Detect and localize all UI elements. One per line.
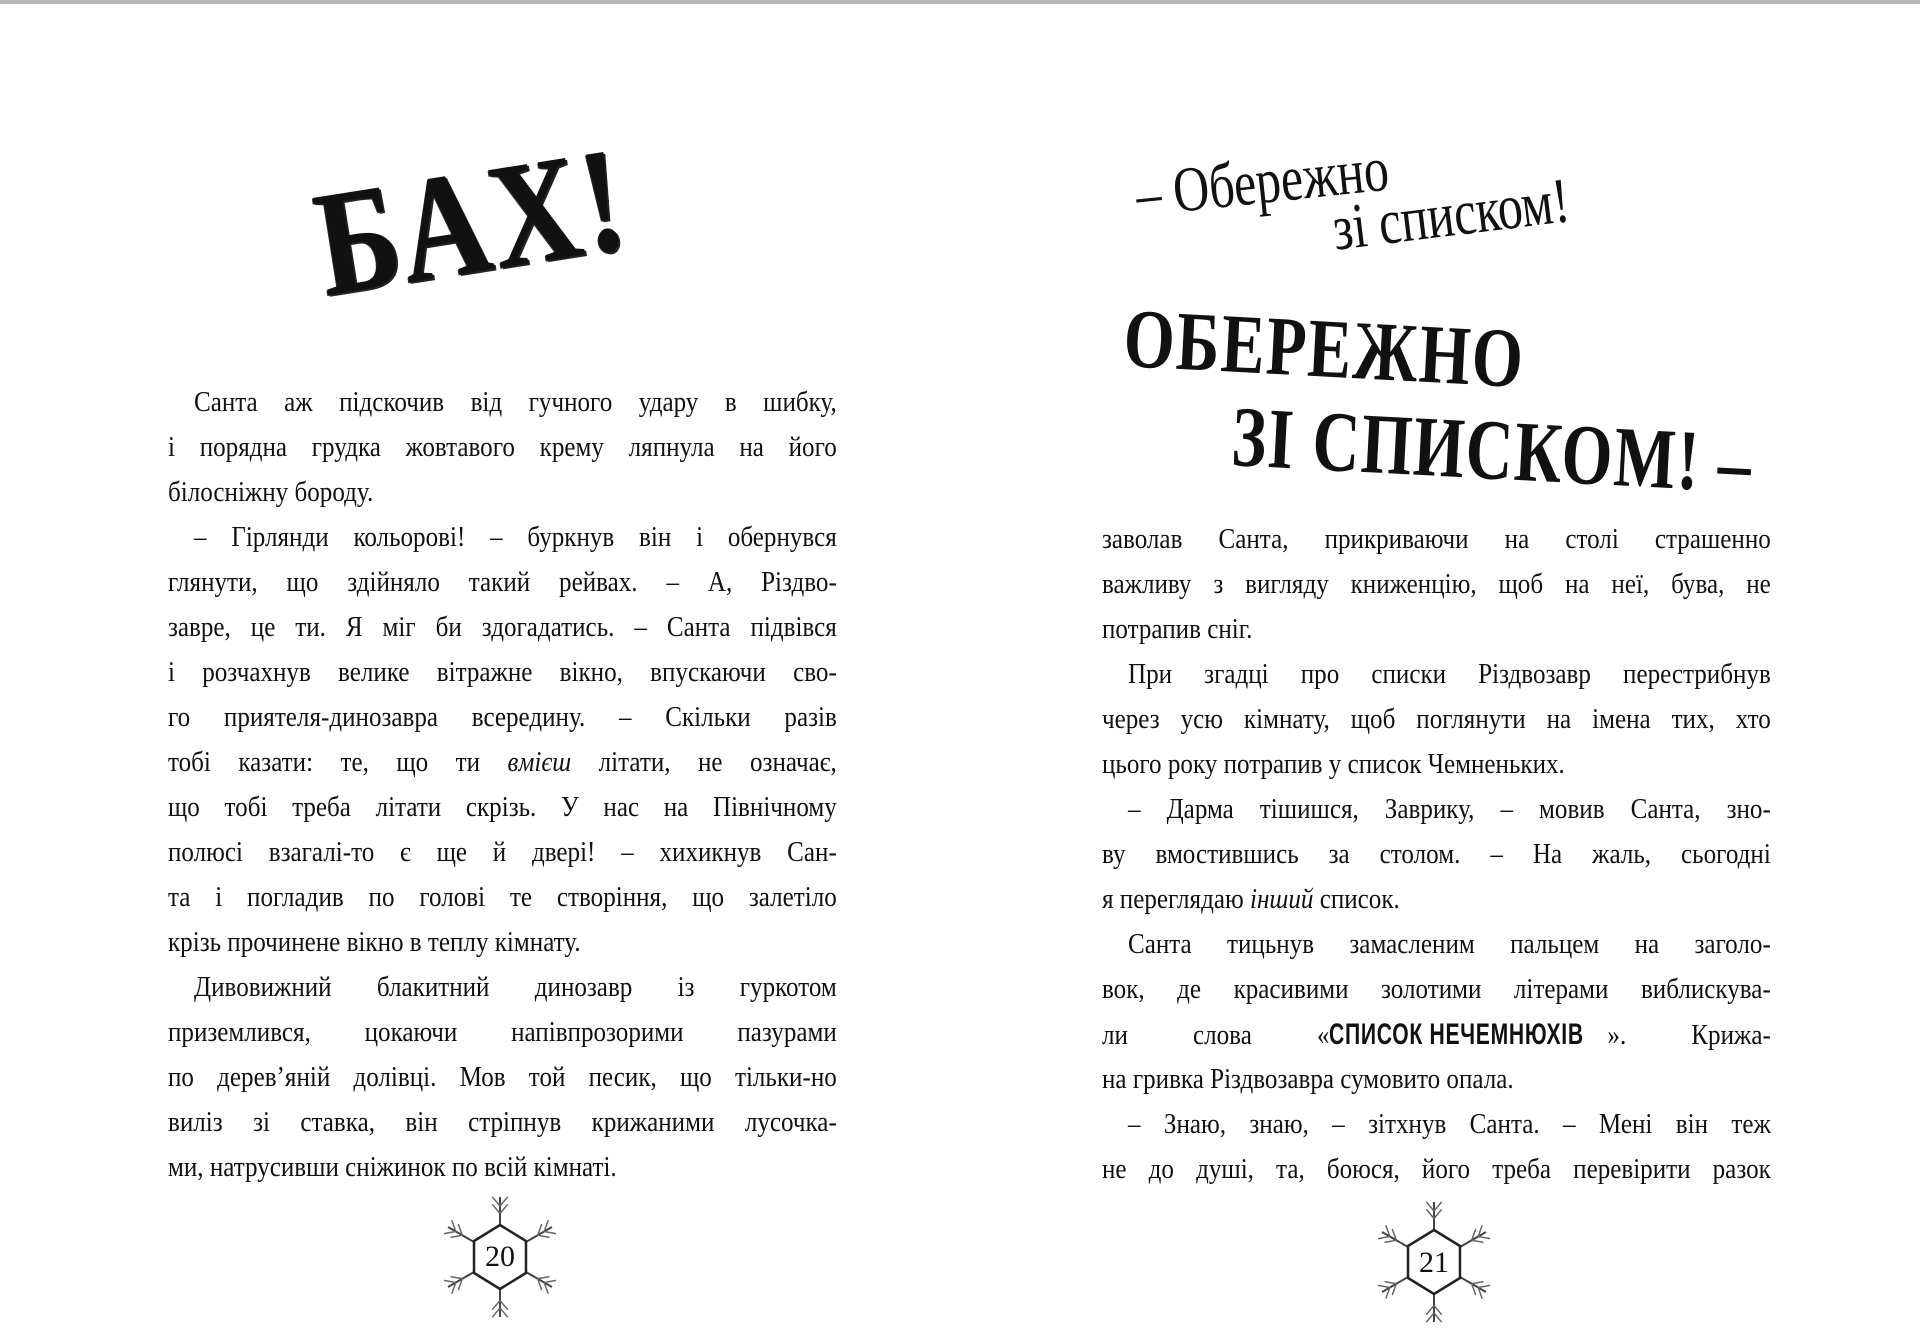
- text-line: [168, 470, 837, 515]
- text-segment: білосніжну бороду.: [168, 477, 374, 508]
- text-line: [1102, 562, 1771, 607]
- text-segment: приземлився, цокаючи напівпрозорими пазурами: [168, 1017, 837, 1048]
- italic-word: інший: [1250, 884, 1314, 915]
- text-segment: на гривка Різдвозавра сумовито опала.: [1102, 1064, 1514, 1095]
- text-segment: не до душі, та, боюся, його треба перевірити разок: [1102, 1154, 1771, 1185]
- heading-big-line-1: ОБЕРЕЖНО: [1121, 292, 1527, 406]
- text-segment: – Знаю, знаю, – зітхнув Санта. – Мені він теж: [1128, 1109, 1771, 1140]
- text-segment: ми, натрусивши сніжинок по всій кімнаті.: [168, 1152, 617, 1183]
- text-line: [1102, 832, 1771, 877]
- text-line: [168, 650, 837, 695]
- text-line: [1102, 877, 1771, 922]
- text-segment: го приятеля-динозавра всередину. – Скільки разів: [168, 702, 837, 733]
- text-segment: завре, це ти. Я міг би здогадатись. – Санта підвівся: [168, 612, 837, 643]
- text-line: [168, 560, 837, 605]
- text-segment: – Дарма тішишся, Заврику, – мовив Санта, зно-: [1128, 794, 1771, 825]
- text-segment: Дивовижний блакитний динозавр із гуркотом: [194, 972, 837, 1003]
- text-segment: список.: [1313, 884, 1400, 915]
- text-line: [168, 1100, 837, 1145]
- text-segment: я переглядаю: [1102, 884, 1251, 915]
- text-segment: полюсі взагалі-то є ще й двері! – хихикнув Сан-: [168, 837, 837, 868]
- text-segment: – Гірлянди кольорові! – буркнув він і обернувся: [194, 522, 837, 553]
- text-line: [1128, 652, 1771, 697]
- text-line: [1102, 1012, 1771, 1057]
- text-line: [1102, 517, 1771, 562]
- text-line: [168, 830, 837, 875]
- text-segment: Санта тицьнув замасленим пальцем на заголо-: [1128, 929, 1771, 960]
- text-segment: потрапив сніг.: [1102, 614, 1253, 645]
- text-line: [1102, 697, 1771, 742]
- bang-title: БАХ!: [305, 115, 639, 328]
- text-segment: виліз зі ставка, він стріпнув крижаними лусочка-: [168, 1107, 837, 1138]
- text-segment: літати, не означає,: [571, 747, 837, 778]
- text-segment: по дерев’яній долівці. Мов той песик, що тільки-но: [168, 1062, 837, 1093]
- text-line: [1102, 607, 1771, 652]
- text-line: [168, 875, 837, 920]
- bold-title: СПИСОК НЕЧЕМНЮХІВ: [1329, 1018, 1585, 1051]
- text-segment: через усю кімнату, щоб поглянути на імена тих, хто: [1102, 704, 1771, 735]
- text-line: [1128, 787, 1771, 832]
- text-segment: ву вмостившись за столом. – На жаль, сьогодні: [1102, 839, 1771, 870]
- text-segment: важливу з вигляду книженцію, щоб на неї, бува, не: [1102, 569, 1771, 600]
- page-number: 21: [1419, 1246, 1449, 1279]
- heading-big-line-2: ЗІ СПИСКОМ! –: [1229, 388, 1755, 512]
- heading-small-line-2: зі списком!: [1328, 164, 1574, 264]
- text-line: [168, 1010, 837, 1055]
- text-line: [168, 605, 837, 650]
- text-line: [168, 920, 837, 965]
- text-segment: ». Крижа-: [1607, 1020, 1771, 1051]
- text-line: [194, 515, 837, 560]
- text-line: [1102, 1147, 1771, 1192]
- text-line: [1128, 922, 1771, 967]
- text-line: [168, 785, 837, 830]
- text-segment: заволав Санта, прикриваючи на столі страшенно: [1102, 524, 1771, 555]
- text-line: [168, 425, 837, 470]
- text-segment: Санта аж підскочив від гучного удару в шибку,: [194, 387, 837, 418]
- text-line: [168, 1055, 837, 1100]
- text-segment: глянути, що здійняло такий рейвах. – А, Різдво-: [168, 567, 837, 598]
- text-segment: При згадці про списки Різдвозавр перестрибнув: [1128, 659, 1771, 690]
- page-number: 20: [485, 1240, 515, 1273]
- text-line: [1102, 967, 1771, 1012]
- text-line: [1128, 1102, 1771, 1147]
- text-segment: вок, де красивими золотими літерами виблискува-: [1102, 974, 1771, 1005]
- text-segment: тобі казати: те, що ти: [168, 747, 508, 778]
- text-segment: та і погладив по голові те створіння, що залетіло: [168, 882, 837, 913]
- text-segment: ли слова «: [1102, 1020, 1330, 1051]
- text-segment: що тобі треба літати скрізь. У нас на Північному: [168, 792, 837, 823]
- text-line: [168, 1145, 837, 1190]
- heading-small-line-1: – Обережно: [1132, 132, 1392, 230]
- text-line: [1102, 742, 1771, 787]
- text-line: [168, 695, 837, 740]
- italic-word: вмієш: [507, 747, 572, 778]
- text-line: [168, 740, 837, 785]
- text-segment: і розчахнув велике вітражне вікно, впускаючи сво-: [168, 657, 837, 688]
- text-line: [194, 965, 837, 1010]
- text-segment: крізь прочинене вікно в теплу кімнату.: [168, 927, 581, 958]
- text-line: [194, 380, 837, 425]
- text-segment: і порядна грудка жовтавого крему ляпнула на його: [168, 432, 837, 463]
- text-segment: цього року потрапив у список Чемненьких.: [1102, 749, 1565, 780]
- text-line: [1102, 1057, 1771, 1102]
